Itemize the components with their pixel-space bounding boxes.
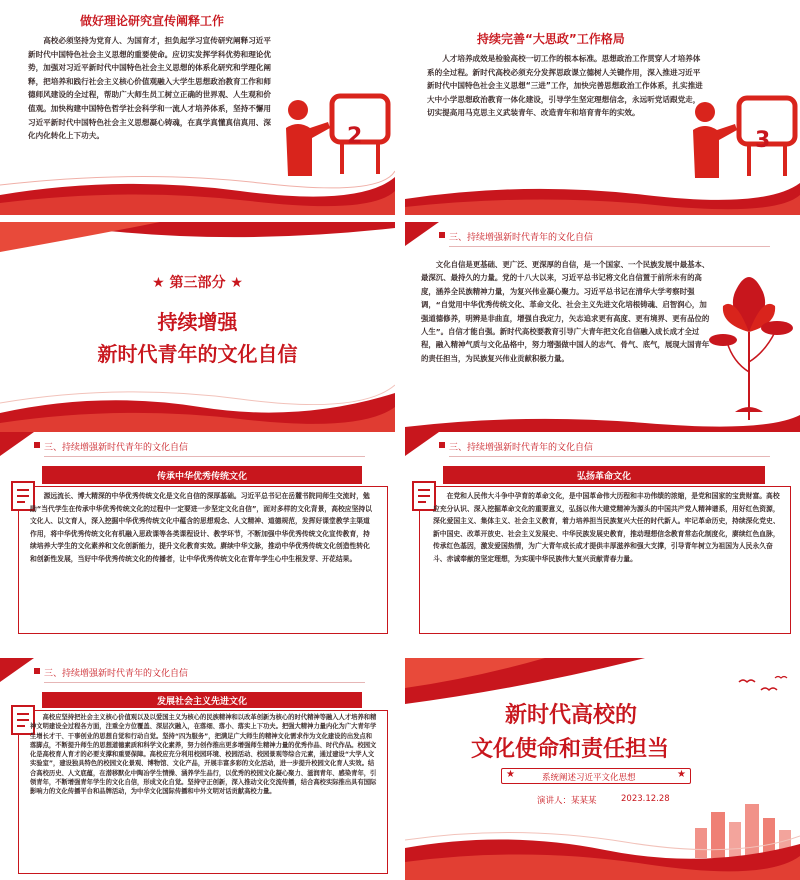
cover-title-line2: 文化使命和责任担当 [471,737,670,762]
teacher-board-illustration [689,90,799,180]
section-header-label: 三、持续增强新时代青年的文化自信 [44,443,189,453]
slide-3-title-line1: 持续增强 [157,310,238,334]
header-square-icon [439,232,445,238]
header-corner-triangle [0,432,34,456]
section-header [405,432,800,462]
slide-4-body: 文化自信是更基础、更广泛、更深厚的自信，是一个国家、一个民族发展中最基本、最深沉、最持久的力量。党的十八大以来，习近平总书记将文化自信置于前所未有的高度，涵养全民族精神力量，为复兴伟业凝心聚力。习近平总书记在清华大学考察时强调，“自觉用中华优秀传统文化、革命文化、社会主义先进文化培根铸魂、启智润心，加强道德修养，明辨是非曲直，增强自我定力，矢志追求更有高度、更有境界、更有品位的人生”。自信才能自强。新时代高校要教育引导广大青年把文化自信融入成长成才全过程，融入精神气质与文化品格中，努力增强做中国人的志气、骨气、底气，展现大国青年的责任担当，为民族复兴伟业贡献积极力量。 [421,260,710,363]
slide-7-body: 高校应坚持把社会主义核心价值观以及以爱国主义为核心的民族精神和以改革创新为核心的时代精神等融入人才培养和精神文明建设全过程各方面，注重全方位覆盖、深层次融入，在落细、落小、落实上下功夫。把强大精神力量内化为广大青年学生增长才干、干事创业的思想自觉和行动自觉。坚持“四为服务”，把满足广大师生的精神文化需求作为文化建设的出发点和落脚点，不断提升师生的思想道德素质和科学文化素养，努力创作推出更多增强师生精神力量的优秀作品、时代作品。校园文化是高校育人育才的必要支撑和重要保障。高校应充分利用校园环境、校园活动、校园景观等综合元素，通过建设“大学人文实验室”，建设独具特色的校园文化景观、博物馆、文化产品，开展丰富多彩的文化活动，进一步提升校园文化育人实效。结合高校历史、人文底蕴，在潜移默化中陶冶学生情操、涵养学生品行，以优秀的校园文化凝心聚力、滋润青年、感染青年，引领青年，不断增强青年学生的文化自信，形成文化自觉。坚持守正创新，深入推动文化交流传播，结合高校实际推出具有国际影响力的文化传播平台和品牌活动，为中华文化国际传播和中外文明对话贡献高校力量。 [30,714,377,796]
slide-3-title-line2: 新时代青年的文化自信 [97,342,298,366]
header-corner-triangle [405,432,439,456]
card-tab [42,466,362,484]
star-icon: ★ [677,769,686,780]
header-square-icon [439,442,445,448]
slide-1[interactable] [0,0,395,215]
slide-1-body: 高校必须坚持为党育人、为国育才，担负起学习宣传研究阐释习近平新时代中国特色社会主义思想的重要使命。应切实发挥学科优势和理论优势，加强对习近平新时代中国特色社会主义思想的体系化研究和学理化阐释，把培养和践行社会主义核心价值观融入大学生思想政治教育工作和师德师风建设的全过程，帮助广大师生员工树立正确的世界观、人生观和价值观。加快构建中国特色哲学社会科学和一流人才培养体系，坚持不懈用习近平新时代中国特色社会主义思想凝心铸魂，在真学真懂真信真用、深化内化转化上下功夫。 [28,36,271,141]
slide-2-body: 人才培养成效是检验高校一切工作的根本标准。思想政治工作贯穿人才培养体系的全过程。新时代高校必须充分发挥思政课立德树人关键作用，深入推进习近平新时代中国特色社会主义思想“三进”工作，加快完善思想政治工作体系，扎实推进大中小学思想政治教育一体化建设，引导学生坚定理想信念，永远听党话跟党走，切实提高用马克思主义武装青年、改造青年和培育青年的实效。 [427,54,703,118]
red-wave-decoration [405,173,800,215]
slide-6[interactable] [405,432,800,652]
slide-1-number: 2 [347,124,363,149]
slide-5-body: 源远流长、博大精深的中华优秀传统文化是文化自信的深厚基础。习近平总书记在岳麓书院同师生交流时，勉励“当代学生在传承中华优秀传统文化的过程中一定要进一步坚定文化自信”，面对多样的文化背景，高校应坚持以文化人、以文育人，深入挖掘中华优秀传统文化中蕴含的思想观念、人文精神、道德规范，发挥好课堂教学主渠道作用，将中华优秀传统文化有机融入思政课等各类课程设计、教学环节，不断加强中华优秀传统文化宣传教育，持续培养大学生的文化素养和文化创新能力，提升文化教育实效。赓续中华文脉，推动中华优秀传统文化创造性转化和创新性发展，当好中华优秀传统文化的传播者，让中华优秀传统文化在青年学生心中生根发芽、开花结果。 [30,492,372,563]
slide-5[interactable] [0,432,395,652]
header-divider [449,456,770,457]
section-header [0,432,395,462]
slide-2-title: 持续完善“大思政”工作格局 [477,32,625,46]
card-tab-label: 传承中华优秀传统文化 [156,472,247,482]
date: 2023.12.28 [621,794,670,804]
header-divider [44,456,365,457]
slide-4[interactable] [405,222,800,437]
lotus-icon [705,262,795,422]
header-square-icon [34,442,40,448]
red-wave-decoration [0,377,395,437]
speaker: 演讲人：某某某 [537,796,597,806]
red-wave-decoration [405,824,800,880]
section-header-label: 三、持续增强新时代青年的文化自信 [44,669,189,679]
slide-2-number: 3 [755,128,771,153]
section-header-label: 三、持续增强新时代青年的文化自信 [449,443,594,453]
slide-2[interactable] [405,0,800,215]
card-tab [42,692,362,708]
card-tab-label: 弘扬革命文化 [576,472,631,482]
header-corner-triangle [0,658,34,682]
red-wave-decoration [0,165,395,215]
card-tab [443,466,765,484]
red-ribbon-top [0,222,395,262]
slide-6-body: 在党和人民伟大斗争中孕育的革命文化，是中国革命伟大历程和丰功伟绩的浓缩，是党和国家的宝贵财富。高校应充分认识、深入挖掘革命文化的重要意义，弘扬以伟大建党精神为源头的中国共产党人精神谱系，用好红色资源，深化爱国主义、集体主义、社会主义教育，着力培养担当民族复兴大任的时代新人。牢记革命历史，持续深化党史、新中国史、改革开放史、社会主义发展史、中华民族发展史教育，推动理想信念教育常态化制度化，赓续红色血脉，传承红色基因，激发爱国热情，为广大青年成长成才提供丰厚滋养和强大支撑，引导青年树立为祖国为人民永久奋斗、赤诚奉献的坚定理想，为实现中华民族伟大复兴贡献青春力量。 [433,492,780,563]
card-tab-label: 发展社会主义先进文化 [156,697,247,707]
header-divider [44,682,365,683]
slide-3[interactable] [0,222,395,437]
section-header [0,658,395,688]
birds-decoration [735,672,795,702]
part-label: ★ 第三部分 ★ [152,275,243,291]
star-icon: ★ [506,769,515,780]
slide-8[interactable] [405,658,800,880]
cover-title-line1: 新时代高校的 [505,703,638,728]
slide-1-title: 做好理论研究宣传阐释工作 [80,14,225,28]
header-corner-triangle [405,222,439,246]
section-header [405,222,800,252]
cover-subtitle: 系统阐述习近平文化思想 [542,773,636,783]
slide-7[interactable] [0,658,395,880]
header-square-icon [34,668,40,674]
subtitle-bar [501,768,691,784]
header-divider [449,246,770,247]
section-header-label: 三、持续增强新时代青年的文化自信 [449,233,594,243]
